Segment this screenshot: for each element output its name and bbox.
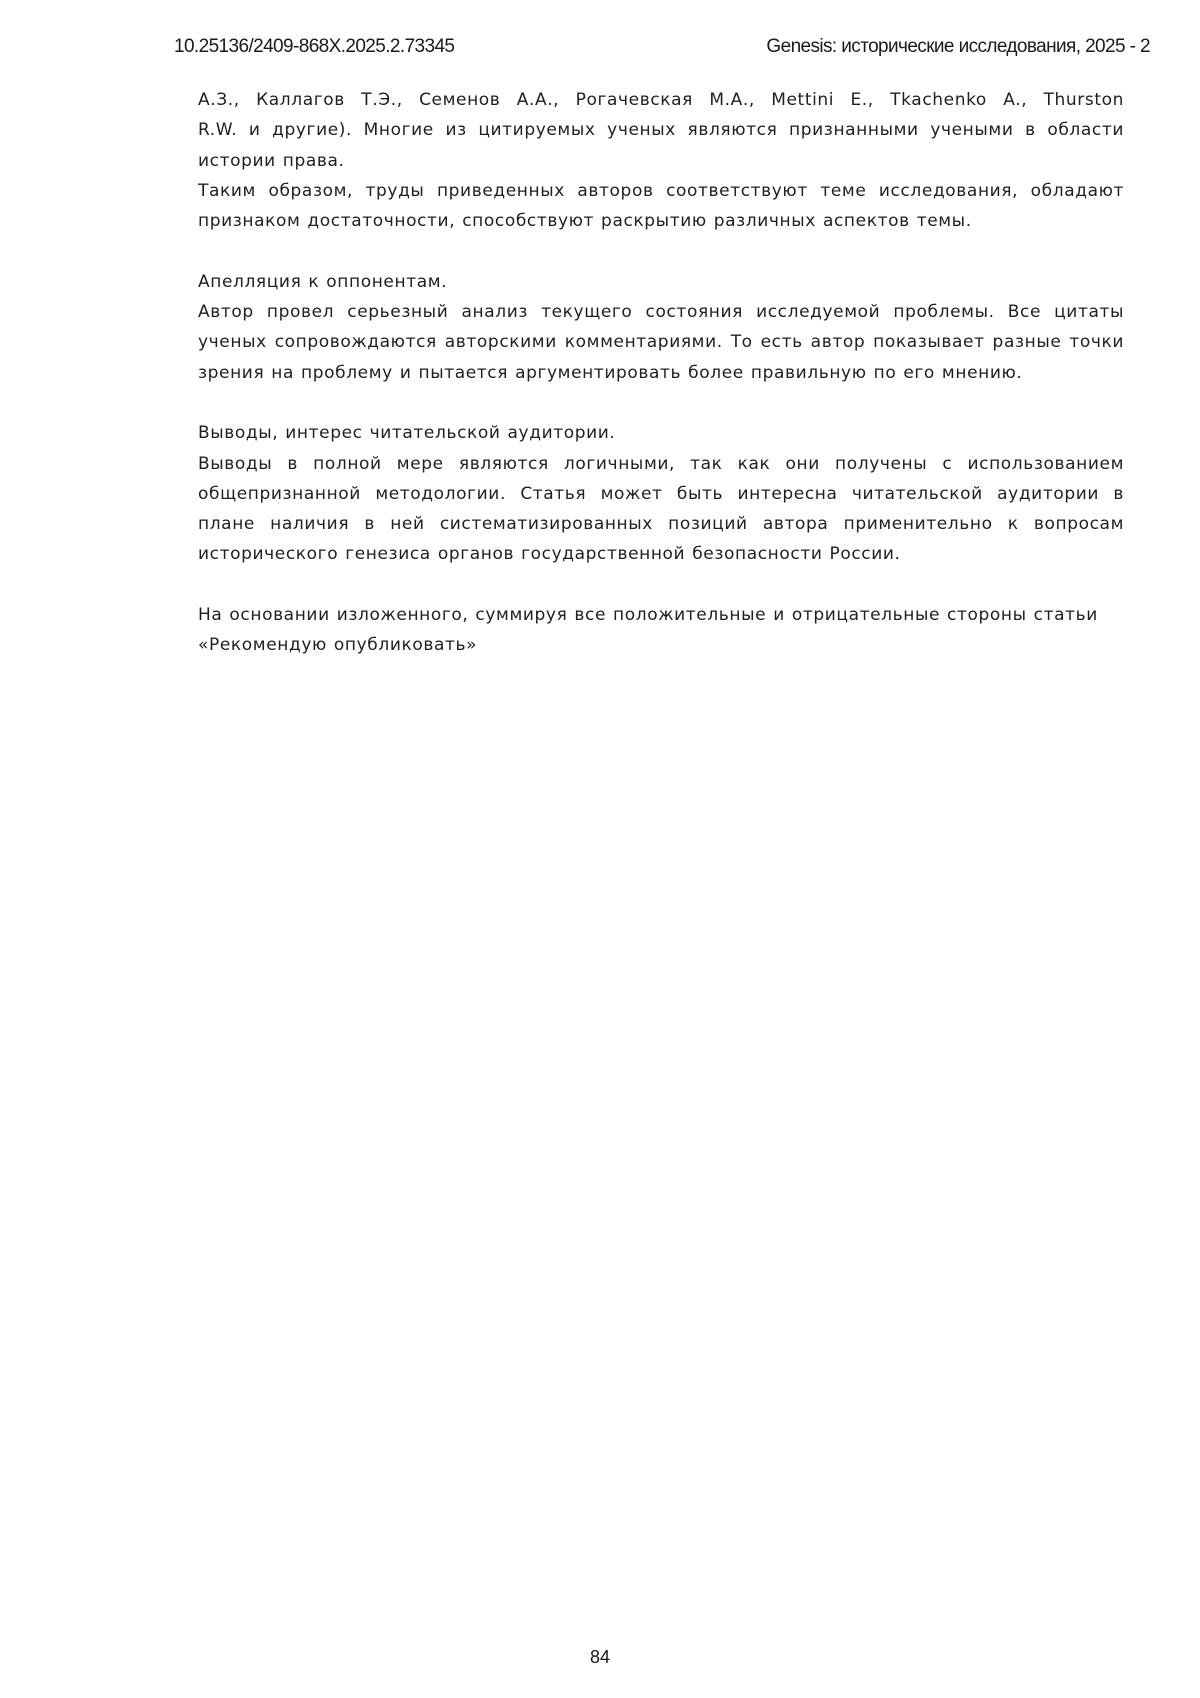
- authors-continuation: R.W. и другие). Многие из цитируемых ученых являются признанными учеными в области истории права.: [198, 120, 1124, 171]
- journal-title: Genesis: исторические исследования, 2025 - 2: [766, 36, 1150, 57]
- paragraph-spacer: [198, 236, 1124, 266]
- paragraph-spacer: [198, 388, 1124, 418]
- summary-paragraph: На основании изложенного, суммируя все положительные и отрицательные стороны статьи: [198, 605, 1098, 626]
- article-doi: 10.25136/2409-868X.2025.2.73345: [174, 36, 455, 57]
- authors-line: А.З., Каллагов Т.Э., Семенов А.А., Рогачевская М.А., Mettini E., Tkachenko A., Thurston: [198, 90, 1124, 110]
- recommendation-verdict: «Рекомендую опубликовать»: [198, 635, 478, 656]
- appeal-paragraph: Автор провел серьезный анализ текущего состояния исследуемой проблемы. Все цитаты ученых сопровождаются авторскими комментариями. То есть автор показывает разные точки зрения на проблему и пытается аргументировать более правильную по его мнению.: [198, 302, 1124, 383]
- appeal-heading: Апелляция к оппонентам.: [198, 271, 448, 292]
- page-number: 84: [589, 1647, 611, 1667]
- conclusions-paragraph: Выводы в полной мере являются логичными, так как они получены с использованием общепризнанной методологии. Статья может быть интересна читательской аудитории в плане наличия в ней систематизированных позиций автора применительно к вопросам исторического генезиса органов государственной безопасности России.: [198, 453, 1124, 565]
- running-header: [174, 36, 1150, 62]
- conclusions-heading: Выводы, интерес читательской аудитории.: [198, 423, 616, 444]
- paragraph-spacer: [198, 570, 1124, 600]
- review-body: [198, 85, 1124, 661]
- sources-conclusion-paragraph: Таким образом, труды приведенных авторов соответствуют теме исследования, обладают признаком достаточности, способствуют раскрытию различных аспектов темы.: [198, 180, 1124, 232]
